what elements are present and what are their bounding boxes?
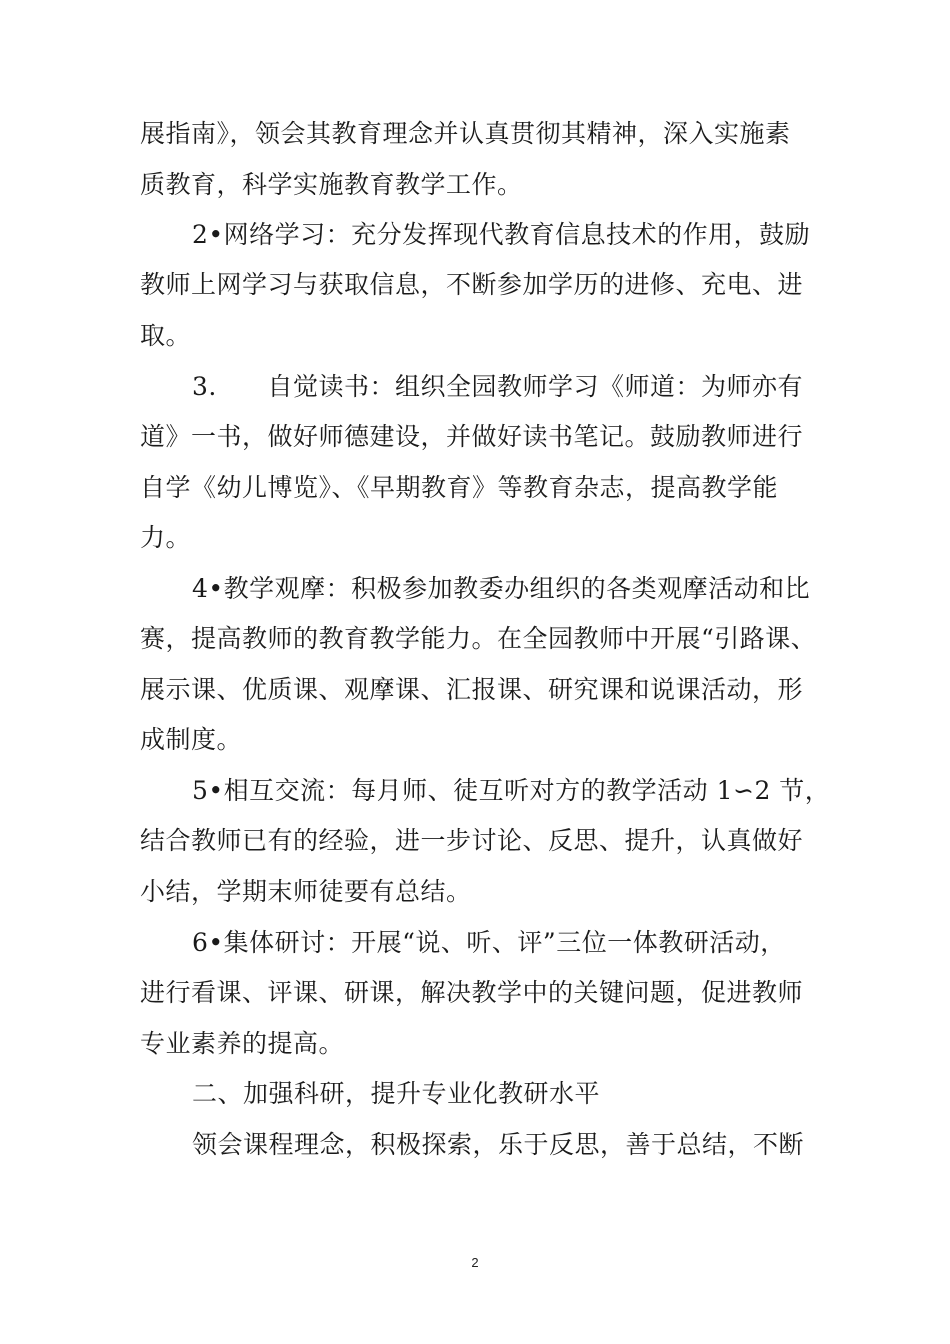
text-line: 力。: [140, 523, 192, 552]
text-line: 赛，提高教师的教育教学能力。在全园教师中开展“引路课、: [140, 624, 817, 653]
text-line: 取。: [140, 321, 192, 350]
text-line: 3. 自觉读书：组织全园教师学习《师道：为师亦有: [192, 372, 804, 401]
text-line: 道》一书，做好师德建设，并做好读书笔记。鼓励教师进行: [140, 422, 804, 451]
text-line: 教师上网学习与获取信息，不断参加学历的进修、充电、进: [140, 270, 804, 299]
text-line: 展指南》，领会其教育理念并认真贯彻其精神，深入实施素: [140, 119, 791, 148]
text-line: 质教育，科学实施教育教学工作。: [140, 170, 523, 199]
text-line: 专业素养的提高。: [140, 1029, 345, 1058]
text-line: 6•集体研讨：开展“说、听、评”三位一体教研活动，: [192, 928, 786, 957]
section-heading: 二、加强科研，提升专业化教研水平: [192, 1079, 601, 1108]
text-line: 2•网络学习：充分发挥现代教育信息技术的作用，鼓励: [192, 220, 811, 249]
text-line: 领会课程理念，积极探索，乐于反思，善于总结，不断: [192, 1130, 805, 1159]
text-line: 5•相互交流：每月师、徒互听对方的教学活动 1∽2 节，: [192, 776, 831, 805]
text-line: 4•教学观摩：积极参加教委办组织的各类观摩活动和比: [192, 574, 811, 603]
text-line: 小结，学期末师徒要有总结。: [140, 877, 472, 906]
text-line: 展示课、优质课、观摩课、汇报课、研究课和说课活动，形: [140, 675, 804, 704]
text-line: 自学《幼儿博览》、《早期教育》等教育杂志，提高教学能: [140, 473, 779, 502]
page-number: 2: [471, 1255, 479, 1270]
text-line: 进行看课、评课、研课，解决教学中的关键问题，促进教师: [140, 978, 804, 1007]
text-line: 成制度。: [140, 725, 243, 754]
text-line: 结合教师已有的经验，进一步讨论、反思、提升，认真做好: [140, 826, 804, 855]
